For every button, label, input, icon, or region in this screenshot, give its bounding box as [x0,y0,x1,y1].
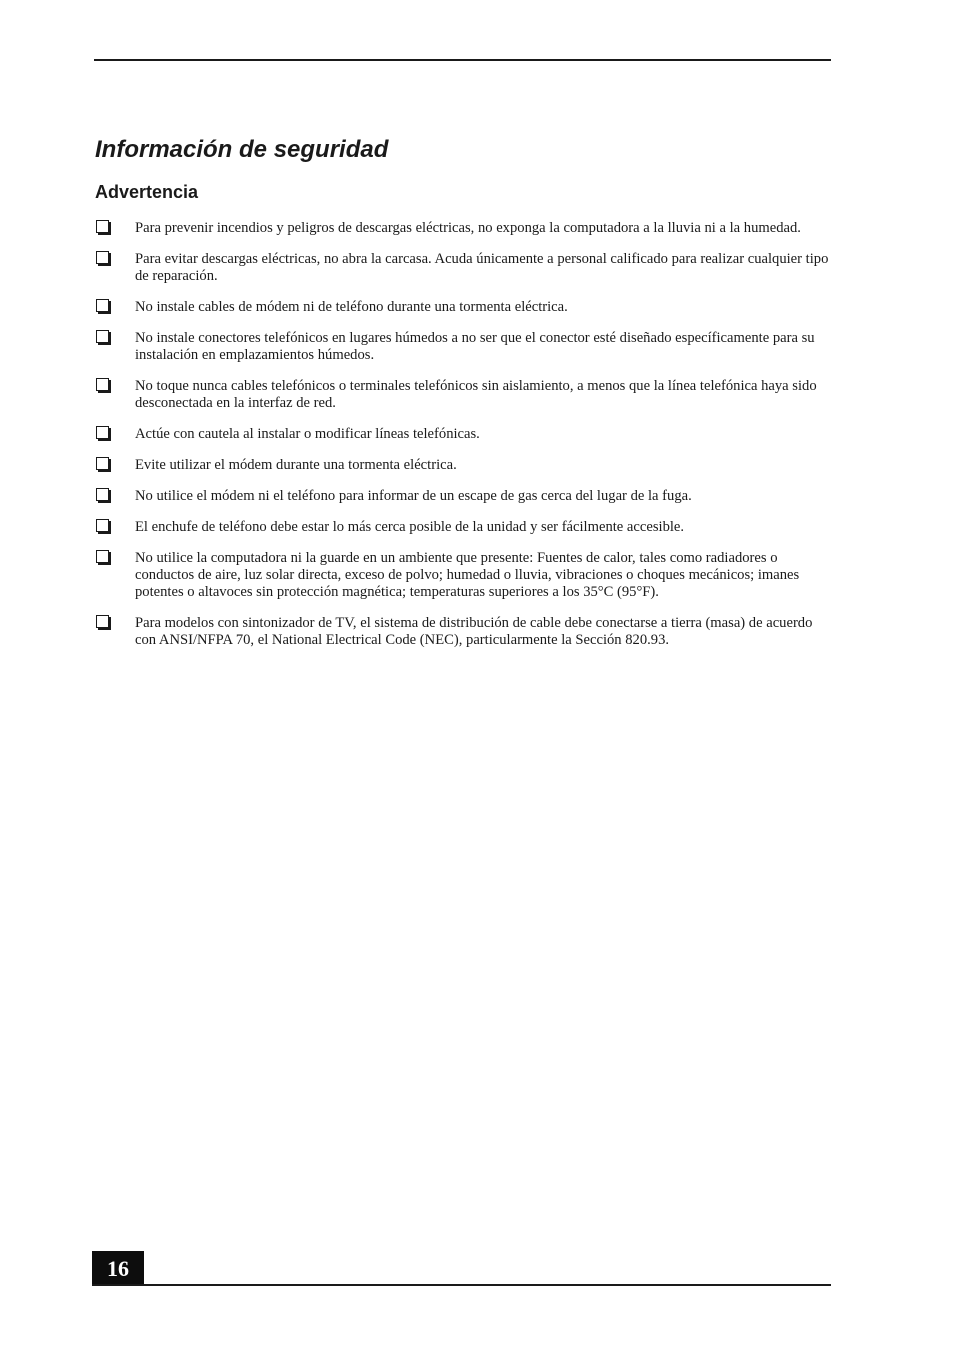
warning-text: Para modelos con sintonizador de TV, el sistema de distribución de cable debe conectarse a tierra (masa) de acuerdo con ANSI/NFPA 70, el National Electrical Code (NEC), particularmente la Sección 820.93. [135,615,813,648]
checkbox-square-icon [96,488,109,501]
warning-text: No instale cables de módem ni de teléfono durante una tormenta eléctrica. [135,299,568,315]
checkbox-square-icon [96,457,109,470]
checkbox-square-icon [96,220,109,233]
footer-rule [92,1284,831,1286]
section-title: Información de seguridad [95,136,389,163]
header-rule [94,59,831,61]
warning-item [95,330,835,364]
warning-item [95,378,835,412]
warning-item [95,299,835,316]
warning-item [95,251,835,285]
checkbox-square-icon [96,251,109,264]
warning-text: Evite utilizar el módem durante una tormenta eléctrica. [135,457,457,473]
checkbox-square-icon [96,519,109,532]
warning-text: Para prevenir incendios y peligros de descargas eléctricas, no exponga la computadora a la lluvia ni a la humedad. [135,220,801,236]
checkbox-square-icon [96,426,109,439]
warning-text: No toque nunca cables telefónicos o terminales telefónicos sin aislamiento, a menos que la línea telefónica haya sido desconectada en la interfaz de red. [135,378,817,411]
warning-text: No utilice el módem ni el teléfono para informar de un escape de gas cerca del lugar de la fuga. [135,488,692,504]
warning-text: No utilice la computadora ni la guarde en un ambiente que presente: Fuentes de calor, tales como radiadores o conductos de aire, luz solar directa, exceso de polvo; humedad o lluvia, vibraciones o choques mecánicos; imanes potentes o altavoces sin protección magnética; temperaturas superiores a los 35°C (95°F). [135,550,800,600]
warning-list [95,220,835,663]
warning-item [95,488,835,505]
checkbox-square-icon [96,378,109,391]
warning-text: Para evitar descargas eléctricas, no abra la carcasa. Acuda únicamente a personal calificado para realizar cualquier tipo de reparación. [135,251,829,284]
warning-item [95,615,835,649]
warning-item [95,426,835,443]
warning-item [95,519,835,536]
warning-item [95,550,835,601]
page-number: 16 [92,1251,144,1286]
checkbox-square-icon [96,299,109,312]
checkbox-square-icon [96,330,109,343]
warning-item [95,457,835,474]
checkbox-square-icon [96,615,109,628]
checkbox-square-icon [96,550,109,563]
warning-item [95,220,835,237]
warning-text: No instale conectores telefónicos en lugares húmedos a no ser que el conector esté diseñado específicamente para su instalación en emplazamientos húmedos. [135,330,815,363]
subsection-title: Advertencia [95,182,199,202]
warning-text: El enchufe de teléfono debe estar lo más cerca posible de la unidad y ser fácilmente accesible. [135,519,685,535]
warning-text: Actúe con cautela al instalar o modificar líneas telefónicas. [135,426,480,442]
